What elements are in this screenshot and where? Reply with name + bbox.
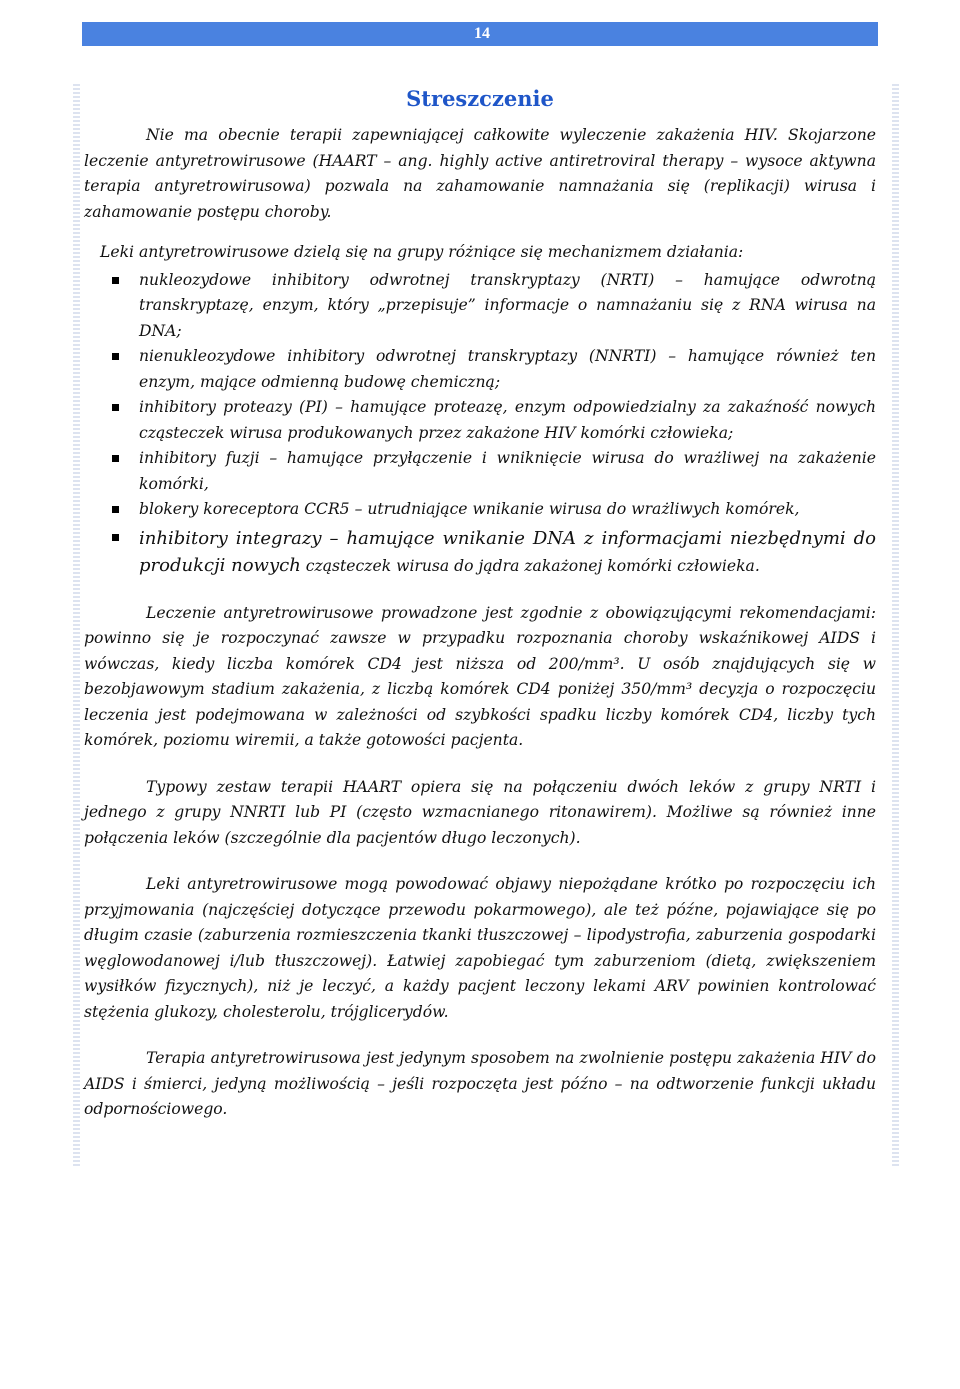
intro-paragraph: Nie ma obecnie terapii zapewniającej całkowite wyleczenie zakażenia HIV. Skojarzone leczenie antyretrowirusowe (HAART – ang. highly active antiretroviral therapy – wysoce aktywna terapia antyretrowirusowa) pozwala na zahamowanie namnażania się (replikacji) wirusa i zahamowanie postępu choroby. [84, 126, 876, 221]
square-bullet-icon [112, 404, 119, 411]
list-item [84, 395, 876, 446]
square-bullet-icon [112, 455, 119, 462]
right-decorative-border [892, 84, 899, 1166]
treatment-guidelines-paragraph: Leczenie antyretrowirusowe prowadzone jest zgodnie z obowiązującymi rekomendacjami: powinno się je rozpoczynać zawsze w przypadku rozpoznania choroby wskaźnikowej AIDS i wówczas, kiedy liczba komórek CD4 jest niższa od 200/mm³. U osób znajdujących się w bezobjawowym stadium zakażenia, z liczbą komórek CD4 poniżej 350/mm³ decyzja o rozpoczęciu leczenia jest podejmowana w zależności od szybkości spadku liczby komórek CD4, liczby tych komórek, poziomu wiremii, a także gotowości pacjenta. [84, 603, 876, 749]
list-item-text: nukleozydowe inhibitory odwrotnej transkryptazy (NRTI) – hamujące odwrotną transkryptazę, enzym, który „przepisuje” informacje o namnażaniu się z RNA wirusa na DNA; [139, 270, 876, 340]
list-intro: Leki antyretrowirusowe dzielą się na grupy różniące się mechanizmem działania: [100, 243, 744, 261]
square-bullet-icon [112, 506, 119, 513]
page-header-bar [82, 22, 878, 46]
square-bullet-icon [112, 277, 119, 284]
list-item-text: blokery koreceptora CCR5 – utrudniające wnikanie wirusa do wrażliwych komórek, [139, 500, 800, 518]
list-item [84, 268, 876, 345]
list-item-text: nienukleozydowe inhibitory odwrotnej transkryptazy (NNRTI) – hamujące również ten enzym, mające odmienną budowę chemiczną; [139, 347, 876, 391]
page-title: Streszczenie [406, 86, 554, 111]
list-item [84, 497, 876, 523]
list-item [84, 525, 876, 580]
page-content [84, 84, 876, 1123]
list-item [84, 446, 876, 497]
haart-regimen-paragraph: Typowy zestaw terapii HAART opiera się na połączeniu dwóch leków z grupy NRTI i jednego z grupy NNRTI lub PI (często wzmacnianego ritonawirem). Możliwe są również inne połączenia leków (szczególnie dla pacjentów długo leczonych). [84, 777, 876, 847]
page-number: 14 [474, 25, 490, 42]
list-item-text: inhibitory proteazy (PI) – hamujące proteazę, enzym odpowiedzialny za zakaźność nowych cząsteczek wirusa produkowanych przez zakażone HIV komórki człowieka; [139, 398, 876, 442]
drug-group-list [84, 268, 876, 580]
left-decorative-border [73, 84, 80, 1166]
list-item-text-large: inhibitory integrazy – hamujące wnikanie DNA z informacjami niezbędnymi do produkcji nowych [139, 527, 876, 576]
list-item [84, 344, 876, 395]
conclusion-paragraph: Terapia antyretrowirusowa jest jedynym sposobem na zwolnienie postępu zakażenia HIV do AIDS i śmierci, jedyną możliwością – jeśli rozpoczęta jest późno – na odtworzenie funkcji układu odpornościowego. [84, 1049, 876, 1118]
list-item-text-small: cząsteczek wirusa do jądra zakażonej komórki człowieka. [300, 556, 760, 575]
side-effects-paragraph: Leki antyretrowirusowe mogą powodować objawy niepożądane krótko po rozpoczęciu ich przyjmowania (najczęściej dotyczące przewodu pokarmowego), ale też późne, pojawiające się po długim czasie (zaburzenia rozmieszczenia tkanki tłuszczowej – lipodystrofia, zaburzenia gospodarki węglowodanowej i/lub tłuszczowej). Łatwiej zapobiegać tym zaburzeniom (dietą, zwiększeniem wysiłków fizycznych), niż je leczyć, a każdy pacjent leczony lekami ARV powinien kontrolować stężenia glukozy, cholesterolu, trójglicerydów. [84, 875, 876, 1021]
square-bullet-icon [112, 534, 119, 541]
square-bullet-icon [112, 353, 119, 360]
list-item-text: inhibitory fuzji – hamujące przyłączenie i wniknięcie wirusa do wrażliwej na zakażenie komórki, [139, 449, 876, 493]
